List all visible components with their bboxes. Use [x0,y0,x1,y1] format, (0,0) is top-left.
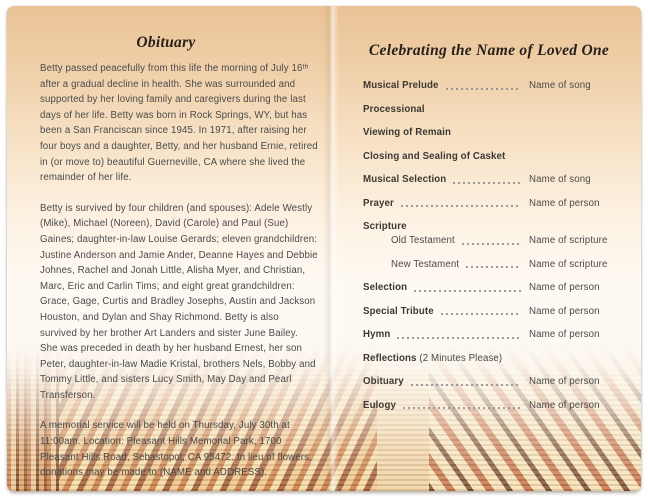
service-item-row [363,152,615,162]
service-item-row [363,283,615,293]
service-item-value: Name of scripture [529,235,608,246]
order-of-service-list [363,81,615,411]
service-item-note: (2 Minutes Please) [416,352,503,364]
service-item-value: Name of song [529,80,591,91]
dotted-leader [397,337,521,339]
dotted-leader [466,266,521,268]
service-item-label: Closing and Sealing of Casket [363,150,506,162]
obituary-paragraphs [40,61,318,481]
service-item-row [363,307,615,317]
service-item-label: Special Tribute [363,305,434,317]
service-item-label: Reflections [363,352,417,364]
service-item-value: Name of person [529,197,600,209]
service-item-row [363,260,615,270]
center-fold-seam [323,6,339,491]
service-item-value: Name of person [529,399,600,411]
service-item-label: Hymn [363,329,391,340]
service-item-label: Prayer [363,197,394,209]
obituary-paragraph: A memorial service will be held on Thursday, July 30th at 11:00am. Location: Pleasant Hills Memorial Park, 1700 Pleasant Hills Road, Sebastopol, CA 95472. In lieu of flowers, donations may be made to (NAME and ADDRESS). [40,420,312,479]
dotted-leader [462,243,521,245]
service-item-row [363,354,615,364]
service-item-label: Musical Selection [363,174,447,185]
program-page-card [7,6,641,491]
dotted-leader [411,384,521,386]
service-item-label: Musical Prelude [363,80,439,91]
service-item-row [363,222,615,232]
service-item-value: Name of person [529,329,600,340]
service-item-row [363,236,615,246]
service-title: Celebrating the Name of Loved One [368,42,610,59]
service-item-label: Eulogy [363,399,397,411]
service-item-value: Name of person [529,305,600,317]
service-item-label: Selection [363,282,408,293]
order-of-service-page [363,42,615,424]
dotted-leader [446,88,521,90]
service-item-label: Scripture [363,221,407,232]
dotted-leader [401,205,521,207]
obituary-page [40,34,318,491]
service-item-row [363,128,615,138]
obituary-title: Obituary [136,34,196,51]
service-item-label: New Testament [391,258,460,270]
service-item-value: Name of person [529,376,600,387]
service-item-label: Old Testament [391,235,455,246]
service-item-row [363,199,615,209]
dotted-leader [453,182,521,184]
service-item-row [363,105,615,115]
service-item-row [363,401,615,411]
service-item-label: Viewing of Remain [363,127,451,138]
service-item-label: Processional [363,103,425,115]
obituary-paragraph: Betty is survived by four children (and spouses): Adele Westly (Mike), Michael (Noreen), David (Carole) and Paul (Sue) Gaines; daughter-in-law Louise Gerards; eleven grandchildren: Justine Anderson and Jamie Ander, Deanne Hayes and Debbie Johnes, Rachel and Jonah Little, Alisha Myer, and Christian, Marc, Eric and Carlin Tims; and eight great grandchildren: Grace, Gage, Curtis and Bradley Josephs, Austin and Jackson Houston, and Dylan and Shay Richmond. Betty is also survived by her brother Art Landers and sister June Bailey. She was preceded in death by her husband Ernest, her son Peter, daughter-in-law Madie Kristal, brothers Nels, Bobby and Tommy Little, and sisters Lucy Smith, May Day and Pearl Transferson. [40,202,318,401]
service-item-row [363,81,615,91]
dotted-leader [441,313,521,315]
service-item-value: Name of scripture [529,258,608,270]
dotted-leader [414,290,521,292]
service-item-label: Obituary [363,376,404,387]
service-item-value: Name of person [529,282,600,293]
service-item-row [363,330,615,340]
service-item-row [363,377,615,387]
obituary-paragraph: Betty passed peacefully from this life the morning of July 16ᵗʰ after a gradual decline in health. She was surrounded and supported by her loving family and caregivers during the last days of her life. Betty was born in Rock Springs, WY, but has been a San Franciscan since 1945. In 1971, after raising her four boys and a daughter, Betty, and her husband Ernie, retired in (or move to) beautiful Guerneville, CA where she lived the remainder of her life. [40,63,318,184]
service-item-value: Name of song [529,174,591,185]
service-item-row [363,175,615,185]
dotted-leader [403,407,521,409]
